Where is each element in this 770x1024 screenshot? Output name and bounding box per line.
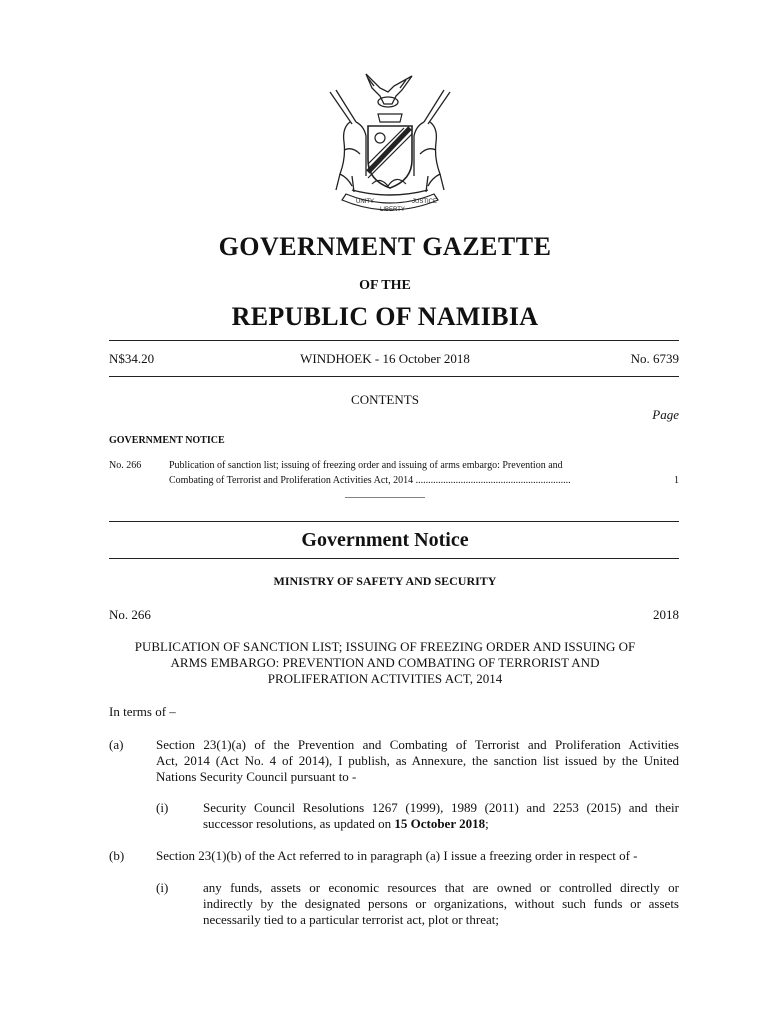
para-b-text: Section 23(1)(b) of the Act referred to in paragraph (a) I issue a freezing order in respect of - (156, 848, 638, 863)
para-b-i-label: (i) (156, 880, 169, 895)
republic-title: REPUBLIC OF NAMIBIA (231, 302, 539, 331)
toc-entry-page: 1 (674, 475, 679, 486)
notice-title-line: ARMS EMBARGO: PREVENTION AND COMBATING OF TERRORIST AND (170, 655, 600, 670)
intro-text: In terms of – (109, 704, 176, 719)
para-a-label: (a) (109, 737, 124, 752)
divider (109, 521, 679, 522)
para-a-line: Act, 2014 (Act No. 4 of 2014), I publish, as Annexure, the sanction list issued by the United (156, 753, 679, 768)
of-the-label: OF THE (359, 278, 411, 293)
para-b-i-line: necessarily tied to a particular terrorist act, plot or threat; (203, 912, 499, 927)
gazette-title: GOVERNMENT GAZETTE (218, 232, 552, 261)
toc-separator: ________________ (345, 488, 425, 499)
divider (109, 558, 679, 559)
para-a-line: Nations Security Council pursuant to - (156, 769, 357, 784)
motto-liberty: LIBERTY (380, 207, 405, 213)
update-date: 15 October 2018 (394, 816, 486, 831)
ministry-heading: MINISTRY OF SAFETY AND SECURITY (273, 574, 497, 588)
toc-section-heading: GOVERNMENT NOTICE (109, 435, 225, 446)
government-notice-heading: Government Notice (301, 529, 469, 551)
divider (109, 340, 679, 341)
para-a-i-label: (i) (156, 800, 169, 815)
para-b-label: (b) (109, 848, 125, 863)
toc-entry-number: No. 266 (109, 460, 142, 471)
motto-unity: UNITY (356, 199, 374, 205)
para-a-text (156, 737, 679, 785)
price-label: N$34.20 (109, 351, 155, 366)
para-b-i-line: any funds, assets or economic resources that are owned or controlled directly or (203, 880, 679, 895)
notice-title-line: PUBLICATION OF SANCTION LIST; ISSUING OF FREEZING ORDER AND ISSUING OF (134, 639, 636, 654)
notice-year: 2018 (653, 607, 679, 622)
para-b-i-line: indirectly by the designated persons or organizations, without such funds or assets (203, 896, 679, 911)
toc-entry-line1: Publication of sanction list; issuing of freezing order and issuing of arms embargo: Prevention and (169, 460, 563, 471)
para-a-line: Section 23(1)(a) of the Prevention and Combating of Terrorist and Proliferation Activities (156, 737, 679, 752)
para-b-i-text (203, 880, 679, 928)
toc-entry-line2: Combating of Terrorist and Proliferation Activities Act, 2014 .............................................................. (169, 475, 571, 486)
notice-title-line: PROLIFERATION ACTIVITIES ACT, 2014 (267, 671, 503, 686)
gazette-number: No. 6739 (630, 351, 679, 366)
page-column-label: Page (652, 407, 679, 422)
notice-number: No. 266 (109, 607, 151, 622)
place-date-label: WINDHOEK - 16 October 2018 (300, 351, 470, 366)
divider (109, 376, 679, 377)
coat-of-arms-emblem (322, 66, 458, 218)
para-a-i-text-post: ; (485, 816, 489, 831)
para-a-i-text-pre: successor resolutions, as updated on (203, 816, 395, 831)
para-a-i-text (203, 800, 679, 832)
para-a-i-line: Security Council Resolutions 1267 (1999), 1989 (2011) and 2253 (2015) and their (203, 800, 679, 815)
para-a-i-line (203, 816, 679, 832)
contents-heading: CONTENTS (351, 392, 419, 407)
motto-justice: JUSTICE (412, 199, 438, 205)
